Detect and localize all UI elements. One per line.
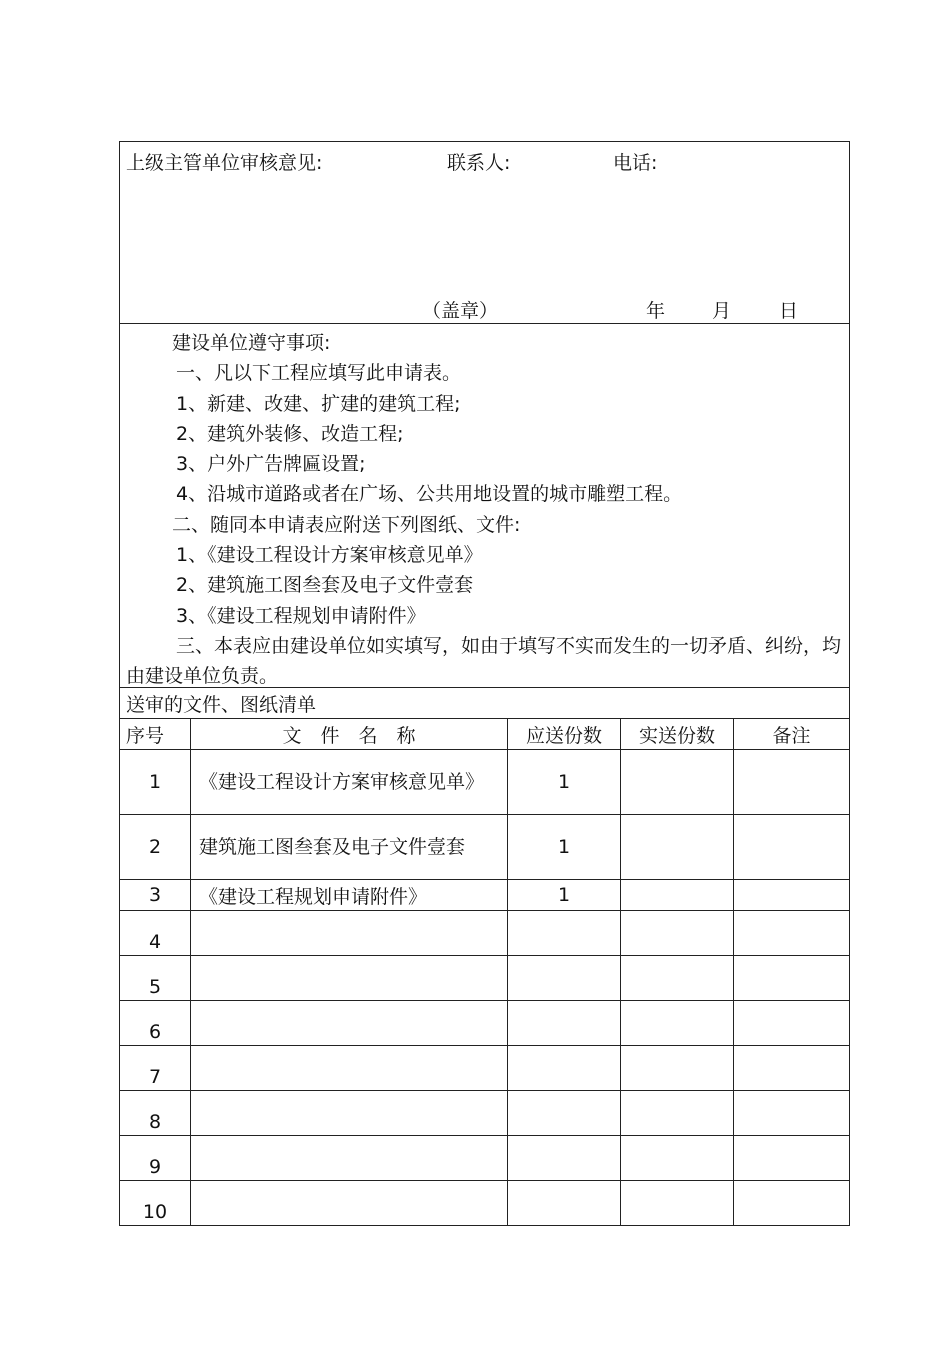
row-qty-required[interactable] [508,911,621,956]
row-name[interactable] [191,1136,508,1181]
row-name[interactable] [191,1091,508,1136]
row-qty-actual[interactable] [621,1136,734,1181]
row-no: 6 [120,1001,191,1046]
notes-line: 3、户外广告牌匾设置; [176,453,366,476]
month-label: 月 [712,300,732,322]
header-name: 文 件 名 称 [191,719,508,750]
table-row [120,956,849,1001]
notes-title: 建设单位遵守事项: [172,332,331,354]
table-row [120,1091,849,1136]
row-qty-required[interactable] [508,1001,621,1046]
row-remark[interactable] [734,1001,850,1046]
application-form [119,141,850,1226]
review-section [120,142,849,324]
row-qty-required[interactable] [508,1091,621,1136]
notes-final: 三、本表应由建设单位如实填写，如由于填写不实而发生的一切矛盾、纠纷，均由建设单位负责。 [126,634,842,688]
row-no: 5 [120,956,191,1001]
notes-line: 3、《建设工程规划申请附件》 [176,604,426,627]
table-row [120,911,849,956]
row-qty-required: 1 [508,750,621,815]
row-qty-required[interactable] [508,956,621,1001]
table-header-row [120,719,849,750]
row-qty-required: 1 [508,815,621,880]
header-qty-required: 应送份数 [508,719,621,750]
row-qty-actual[interactable] [621,911,734,956]
year-label: 年 [646,300,666,322]
row-remark[interactable] [734,1136,850,1181]
seal-label: （盖章） [422,300,499,322]
row-remark[interactable] [734,956,850,1001]
notes-line: 一、凡以下工程应填写此申请表。 [176,362,462,385]
list-title: 送审的文件、图纸清单 [120,688,849,719]
row-no: 2 [120,815,191,880]
notes-line: 二、随同本申请表应附送下列图纸、文件: [172,513,521,536]
row-name: 《建设工程规划申请附件》 [191,880,508,911]
row-name[interactable] [191,1001,508,1046]
header-remark: 备注 [734,719,850,750]
row-qty-actual[interactable] [621,956,734,1001]
row-qty-actual[interactable] [621,880,734,911]
row-qty-actual[interactable] [621,750,734,815]
row-no: 3 [120,880,191,911]
row-no: 4 [120,911,191,956]
notes-line: 4、沿城市道路或者在广场、公共用地设置的城市雕塑工程。 [176,483,683,506]
table-row [120,1136,849,1181]
row-remark[interactable] [734,815,850,880]
phone-label: 电话: [613,152,658,174]
row-no: 1 [120,750,191,815]
row-name[interactable] [191,1046,508,1091]
row-remark[interactable] [734,911,850,956]
table-row [120,1046,849,1091]
notes-line: 1、《建设工程设计方案审核意见单》 [176,544,483,567]
row-qty-actual[interactable] [621,1046,734,1091]
table-row [120,750,849,815]
row-qty-actual[interactable] [621,815,734,880]
row-no: 9 [120,1136,191,1181]
row-remark[interactable] [734,880,850,911]
notes-section [120,324,849,688]
row-name[interactable] [191,911,508,956]
row-no: 7 [120,1046,191,1091]
row-qty-required[interactable] [508,1181,621,1226]
row-qty-actual[interactable] [621,1181,734,1226]
row-no: 8 [120,1091,191,1136]
notes-line: 2、建筑外装修、改造工程; [176,422,404,445]
table-row [120,880,849,911]
notes-line: 2、建筑施工图叁套及电子文件壹套 [176,574,474,597]
row-qty-required[interactable] [508,1046,621,1091]
row-qty-actual[interactable] [621,1001,734,1046]
row-name[interactable] [191,1181,508,1226]
file-list-table [120,719,849,1225]
row-remark[interactable] [734,750,850,815]
row-name[interactable] [191,956,508,1001]
opinion-label: 上级主管单位审核意见: [126,152,323,174]
row-name: 建筑施工图叁套及电子文件壹套 [191,815,508,880]
table-row [120,1001,849,1046]
header-qty-actual: 实送份数 [621,719,734,750]
row-remark[interactable] [734,1046,850,1091]
table-row [120,815,849,880]
day-label: 日 [779,300,799,322]
row-no: 10 [120,1181,191,1226]
row-remark[interactable] [734,1091,850,1136]
row-name: 《建设工程设计方案审核意见单》 [191,750,508,815]
row-remark[interactable] [734,1181,850,1226]
contact-label: 联系人: [447,152,511,174]
table-row [120,1181,849,1226]
row-qty-actual[interactable] [621,1091,734,1136]
row-qty-required: 1 [508,880,621,911]
row-qty-required[interactable] [508,1136,621,1181]
header-no: 序号 [120,719,191,750]
notes-line: 1、新建、改建、扩建的建筑工程; [176,392,461,415]
